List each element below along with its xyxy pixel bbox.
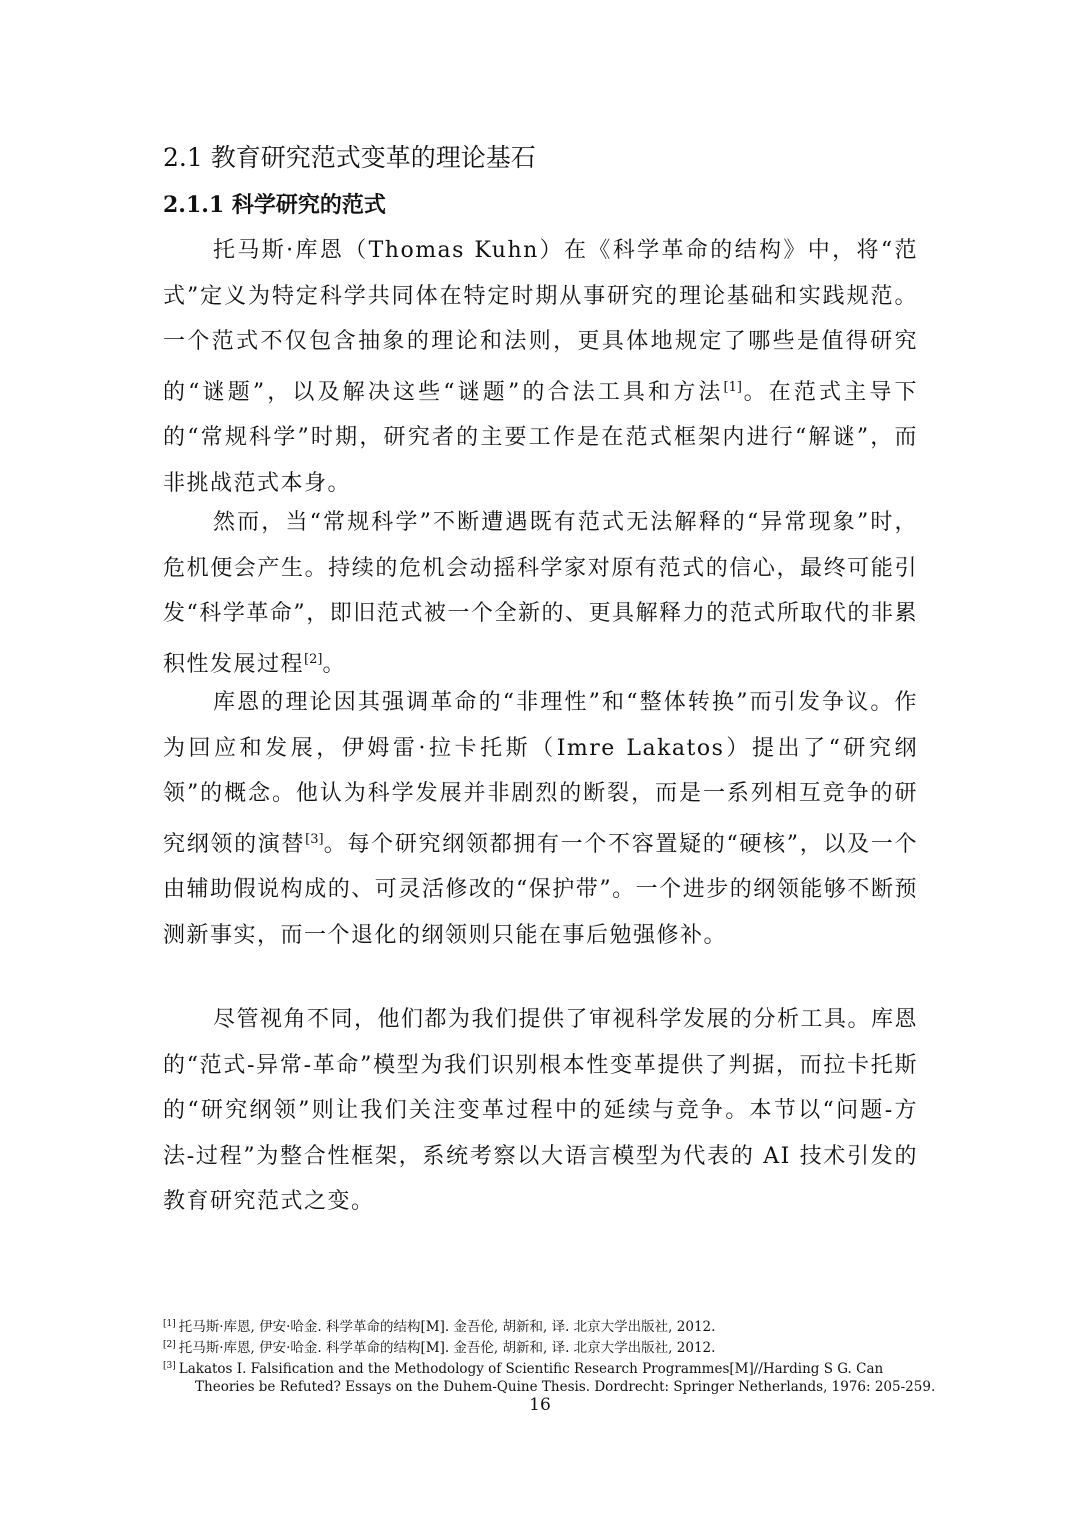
subsection-heading: 2.1.1 科学研究的范式	[163, 192, 386, 218]
paragraph-2	[163, 500, 918, 687]
citation-ref-3: [3]	[305, 831, 324, 847]
footnote-2	[163, 1336, 923, 1357]
paragraph-text: 。在范式主导下的“常规科学”时期，研究者的主要工作是在范式框架内进行“解谜”，而非挑战范式本身。	[163, 379, 918, 496]
paragraph-text: 库恩的理论因其强调革命的“非理性”和“整体转换”而引发争议。作为回应和发展，伊姆雷·拉卡托斯（Imre Lakatos）提出了“研究纲领”的概念。他认为科学发展并非剧烈的断裂，而是一系列相互竞争的研究纲领的演替	[163, 690, 918, 857]
footnote-text-continued: Theories be Refuted? Essays on the Duhem-Quine Thesis. Dordrecht: Springer Netherlands, 1976: 205-259.	[195, 1379, 936, 1395]
paragraph-4	[163, 997, 918, 1225]
footnote-3	[163, 1357, 936, 1396]
footnote-marker: [3]	[163, 1361, 176, 1371]
paragraph-3	[163, 680, 918, 959]
footnotes	[163, 1315, 936, 1396]
paragraph-1	[163, 228, 918, 507]
footnote-text: Lakatos I. Falsification and the Methodology of Scientific Research Programmes[M]//Harding S G. Can	[178, 1361, 884, 1377]
paragraph-text: 。每个研究纲领都拥有一个不容置疑的“硬核”，以及一个由辅助假说构成的、可灵活修改的“保护带”。一个进步的纲领能够不断预测新事实，而一个退化的纲领则只能在事后勉强修补。	[163, 831, 918, 948]
footnote-1	[163, 1315, 923, 1336]
footnote-separator	[163, 1301, 403, 1302]
paragraph-text: 尽管视角不同，他们都为我们提供了审视科学发展的分析工具。库恩的“范式-异常-革命”模型为我们识别根本性变革提供了判据，而拉卡托斯的“研究纲领”则让我们关注变革过程中的延续与竞争。本节以“问题-方法-过程”为整合性框架，系统考察以大语言模型为代表的 AI 技术引发的教育研究范式之变。	[163, 1007, 919, 1215]
page-number: 16	[529, 1395, 551, 1415]
footnote-text: 托马斯·库恩, 伊安·哈金. 科学革命的结构[M]. 金吾伦, 胡新和, 译. 北京大学出版社, 2012.	[178, 1319, 716, 1335]
section-heading: 2.1 教育研究范式变革的理论基石	[163, 143, 536, 172]
footnote-text: 托马斯·库恩, 伊安·哈金. 科学革命的结构[M]. 金吾伦, 胡新和, 译. 北京大学出版社, 2012.	[178, 1340, 716, 1356]
paragraph-text: 托马斯·库恩（Thomas Kuhn）在《科学革命的结构》中，将“范式”定义为特定科学共同体在特定时期从事研究的理论基础和实践规范。一个范式不仅包含抽象的理论和法则，更具体地规定了哪些是值得研究的“谜题”，以及解决这些“谜题”的合法工具和方法	[163, 238, 918, 405]
citation-ref-2: [2]	[304, 651, 323, 667]
paragraph-text: 。	[322, 651, 346, 677]
footnote-marker: [1]	[163, 1319, 176, 1329]
paragraph-text: 然而，当“常规科学”不断遭遇既有范式无法解释的“异常现象”时，危机便会产生。持续的危机会动摇科学家对原有范式的信心，最终可能引发“科学革命”，即旧范式被一个全新的、更具解释力的范式所取代的非累积性发展过程	[163, 510, 918, 677]
footnote-marker: [2]	[163, 1340, 176, 1350]
citation-ref-1: [1]	[723, 379, 742, 395]
